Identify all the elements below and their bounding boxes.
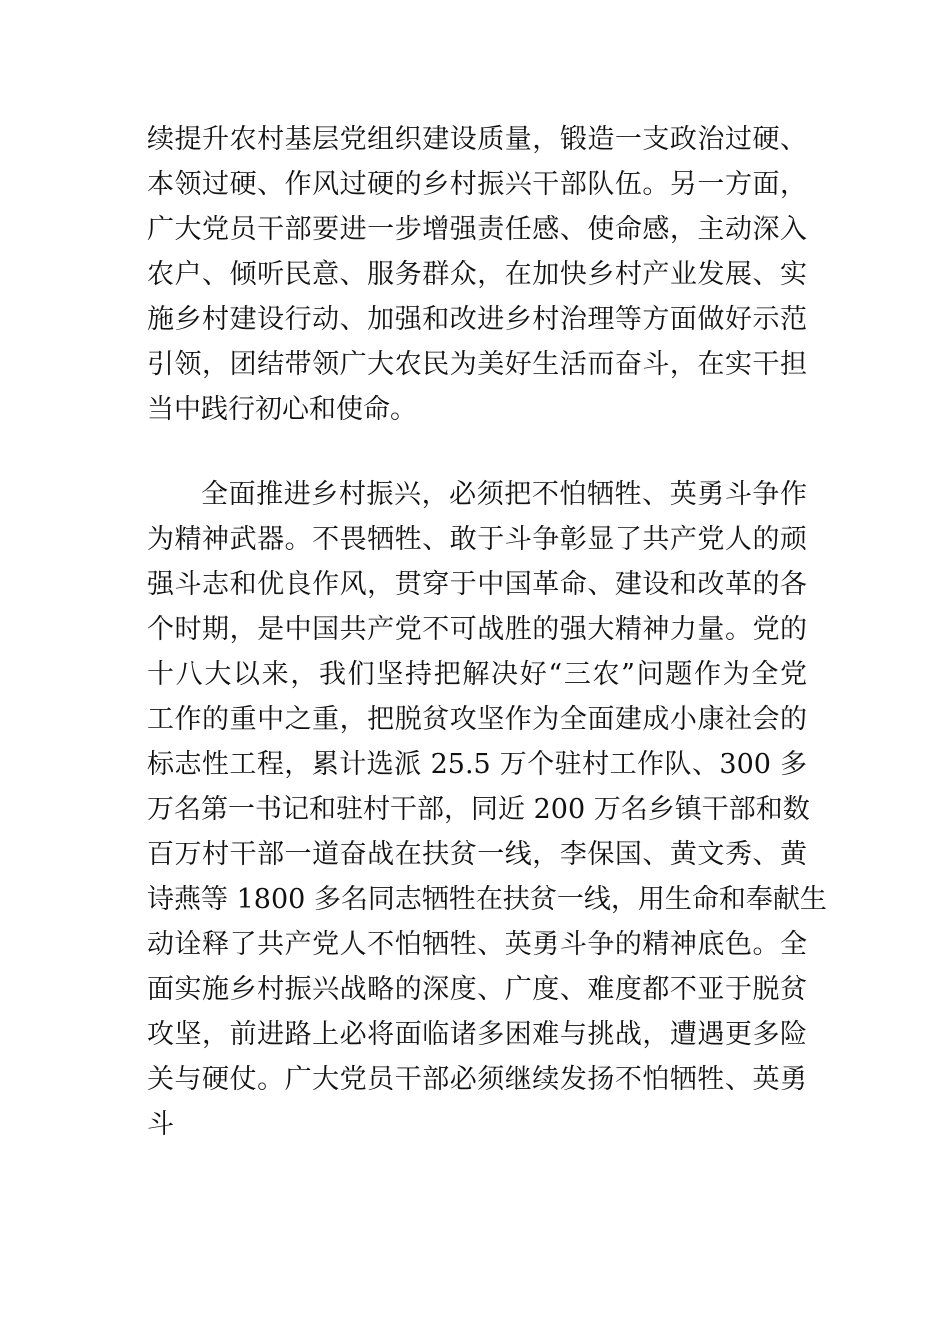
text-line: 引领，团结带领广大农民为美好生活而奋斗，在实干担 xyxy=(147,349,807,380)
text-line: 续提升农村基层党组织建设质量，锻造一支政治过硬、 xyxy=(147,124,807,155)
text-line: 万名第一书记和驻村干部，同近 200 万名乡镇干部和数 xyxy=(147,794,810,825)
text-line: 斗 xyxy=(147,1109,174,1140)
text-line: 诗燕等 1800 多名同志牺牲在扶贫一线，用生命和奉献生 xyxy=(147,884,827,915)
text-line: 广大党员干部要进一步增强责任感、使命感，主动深入 xyxy=(147,214,807,245)
text-line: 为精神武器。不畏牺牲、敢于斗争彰显了共产党人的顽 xyxy=(147,524,807,555)
text-line: 标志性工程，累计选派 25.5 万个驻村工作队、300 多 xyxy=(147,749,807,780)
text-line: 动诠释了共产党人不怕牺牲、英勇斗争的精神底色。全 xyxy=(147,929,807,960)
text-line: 施乡村建设行动、加强和改进乡村治理等方面做好示范 xyxy=(147,304,807,335)
text-line: 农户、倾听民意、服务群众，在加快乡村产业发展、实 xyxy=(147,259,807,290)
text-line: 百万村干部一道奋战在扶贫一线，李保国、黄文秀、黄 xyxy=(147,839,807,870)
text-line: 关与硬仗。广大党员干部必须继续发扬不怕牺牲、英勇 xyxy=(147,1064,807,1095)
text-line: 面实施乡村振兴战略的深度、广度、难度都不亚于脱贫 xyxy=(147,974,807,1005)
text-line: 攻坚，前进路上必将面临诸多困难与挑战，遭遇更多险 xyxy=(147,1019,807,1050)
text-line: 全面推进乡村振兴，必须把不怕牺牲、英勇斗争作 xyxy=(201,479,807,510)
text-line: 工作的重中之重，把脱贫攻坚作为全面建成小康社会的 xyxy=(147,704,807,735)
paragraph-1 xyxy=(147,117,807,432)
text-line: 强斗志和优良作风，贯穿于中国革命、建设和改革的各 xyxy=(147,569,807,600)
text-line: 当中践行初心和使命。 xyxy=(147,394,417,425)
text-line: 十八大以来，我们坚持把解决好“三农”问题作为全党 xyxy=(147,659,807,690)
text-line: 本领过硬、作风过硬的乡村振兴干部队伍。另一方面， xyxy=(147,169,807,200)
paragraph-2 xyxy=(147,472,827,1147)
text-line: 个时期，是中国共产党不可战胜的强大精神力量。党的 xyxy=(147,614,807,645)
